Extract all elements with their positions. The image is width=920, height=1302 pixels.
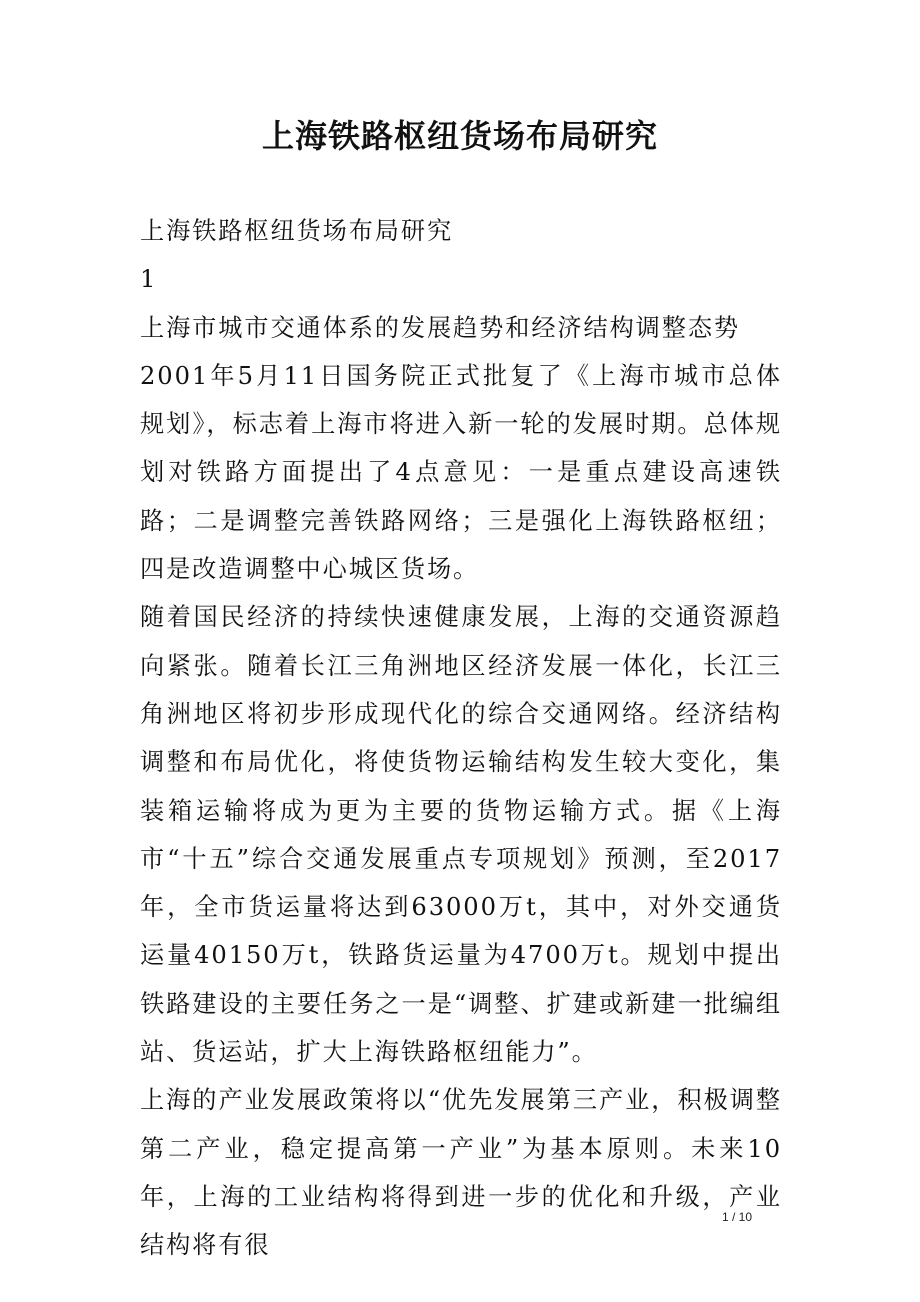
page-number: 1 / 10 <box>721 1210 752 1224</box>
body-paragraph: 随着国民经济的持续快速健康发展，上海的交通资源趋向紧张。随着长江三角洲地区经济发展一体化，长江三角洲地区将初步形成现代化的综合交通网络。经济结构调整和布局优化，将使货物运输结构发生较大变化，集装箱运输将成为更为主要的货物运输方式。据《上海市“十五”综合交通发展重点专项规划》预测，至2017年，全市货运量将达到63000万t，其中，对外交通货运量40150万t，铁路货运量为4700万t。规划中提出铁路建设的主要任务之一是“调整、扩建或新建一批编组站、货运站，扩大上海铁路枢纽能力”。 <box>140 603 782 1067</box>
body-paragraph: 上海的产业发展政策将以“优先发展第三产业，积极调整第二产业，稳定提高第一产业”为基本原则。未来10年，上海的工业结构将得到进一步的优化和升级，产业结构将有很 <box>140 1086 782 1260</box>
document-body <box>140 207 782 1270</box>
body-paragraph: 2001年5月11日国务院正式批复了《上海市城市总体规划》，标志着上海市将进入新一轮的发展时期。总体规划对铁路方面提出了4点意见：一是重点建设高速铁路；二是调整完善铁路网络；三是强化上海铁路枢纽；四是改造调整中心城区货场。 <box>140 361 782 584</box>
document-title: 上海铁路枢纽货场布局研究 <box>261 117 658 155</box>
subtitle-paragraph: 上海铁路枢纽货场布局研究 <box>140 217 454 245</box>
section-heading: 上海市城市交通体系的发展趋势和经济结构调整态势 <box>140 313 741 342</box>
section-number: 1 <box>140 265 158 294</box>
